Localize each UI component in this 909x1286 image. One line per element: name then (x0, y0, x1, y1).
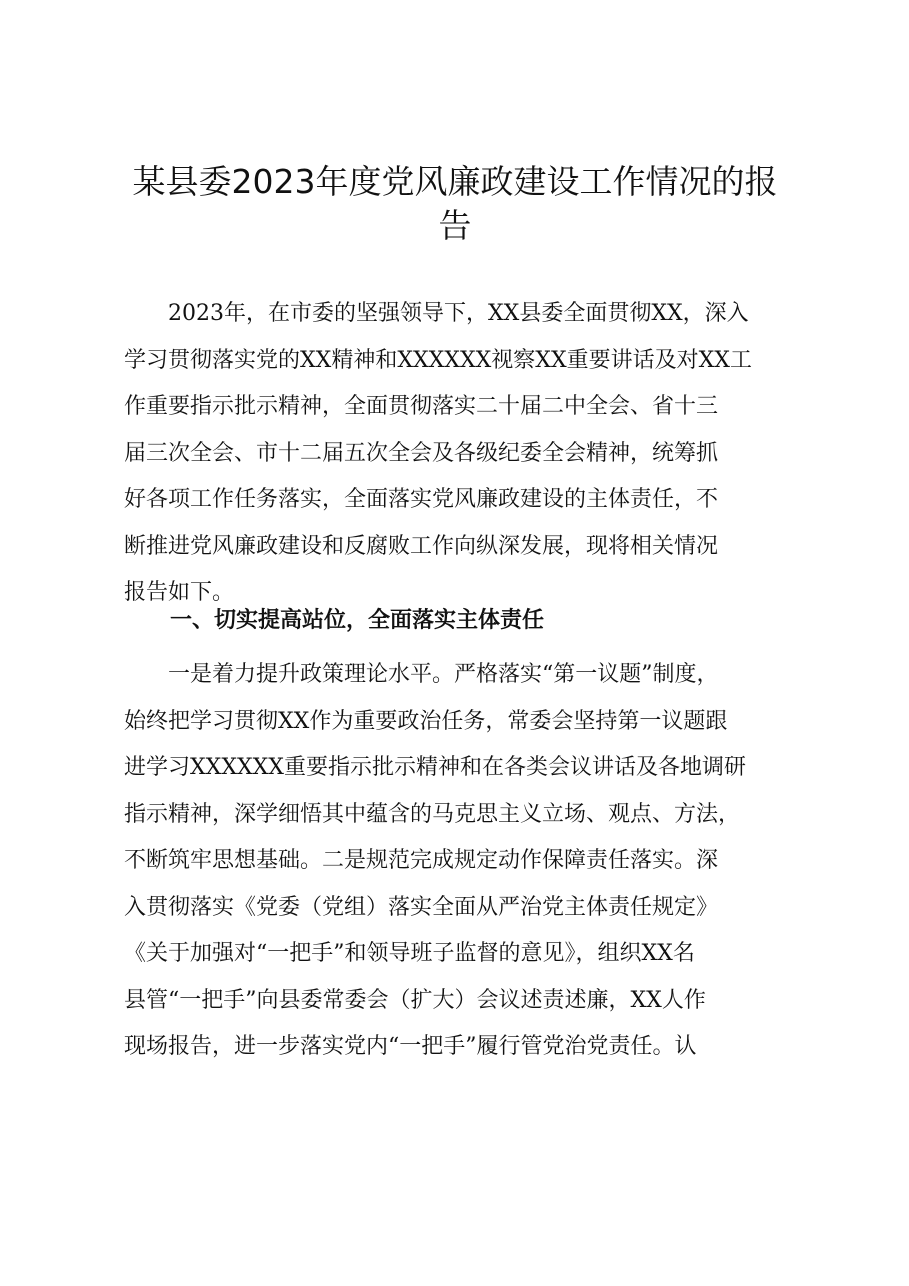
text-line: 入贯彻落实《党委（党组）落实全面从严治党主体责任规定》 (124, 894, 719, 920)
text-line: 届三次全会、市十二届五次全会及各级纪委全会精神，统筹抓 (124, 440, 719, 466)
section1-paragraph (124, 652, 808, 1071)
section-heading: 一、切实提高站位，全面落实主体责任 (170, 608, 545, 633)
text-line: 报告如下。 (124, 580, 235, 605)
text-line: 进学习XXXXXX重要指示批示精神和在各类会议讲话及各地调研 (124, 755, 746, 780)
title-line: 某县委2023年度党风廉政建设工作情况的报 (132, 162, 778, 201)
text-line: 断推进党风廉政建设和反腐败工作向纵深发展，现将相关情况 (124, 533, 719, 559)
text-line: 《关于加强对“一把手”和领导班子监督的意见》，组织XX名 (124, 941, 695, 966)
text-line: 好各项工作任务落实，全面落实党风廉政建设的主体责任，不 (124, 487, 719, 512)
text-line: 现场报告，进一步落实党内“一把手”履行管党治党责任。认 (124, 1034, 697, 1059)
text-line: 指示精神，深学细悟其中蕴含的马克思主义立场、观点、方法， (124, 801, 741, 827)
text-line: 2023年，在市委的坚强领导下，XX县委全面贯彻XX，深入 (168, 301, 749, 326)
text-line: 始终把学习贯彻XX作为重要政治任务，常委会坚持第一议题跟 (124, 708, 728, 734)
text-line: 不断筑牢思想基础。二是规范完成规定动作保障责任落实。深 (124, 848, 719, 873)
text-line: 一是着力提升政策理论水平。严格落实“第一议题”制度， (168, 662, 719, 687)
document-title (110, 160, 800, 248)
intro-paragraph (124, 291, 808, 617)
text-line: 县管“一把手”向县委常委会（扩大）会议述责述廉，XX人作 (124, 987, 706, 1013)
text-line: 作重要指示批示精神，全面贯彻落实二十届二中全会、省十三 (124, 394, 719, 419)
title-line: 告 (438, 206, 472, 245)
text-line: 学习贯彻落实党的XX精神和XXXXXX视察XX重要讲话及对XX工 (124, 347, 752, 373)
